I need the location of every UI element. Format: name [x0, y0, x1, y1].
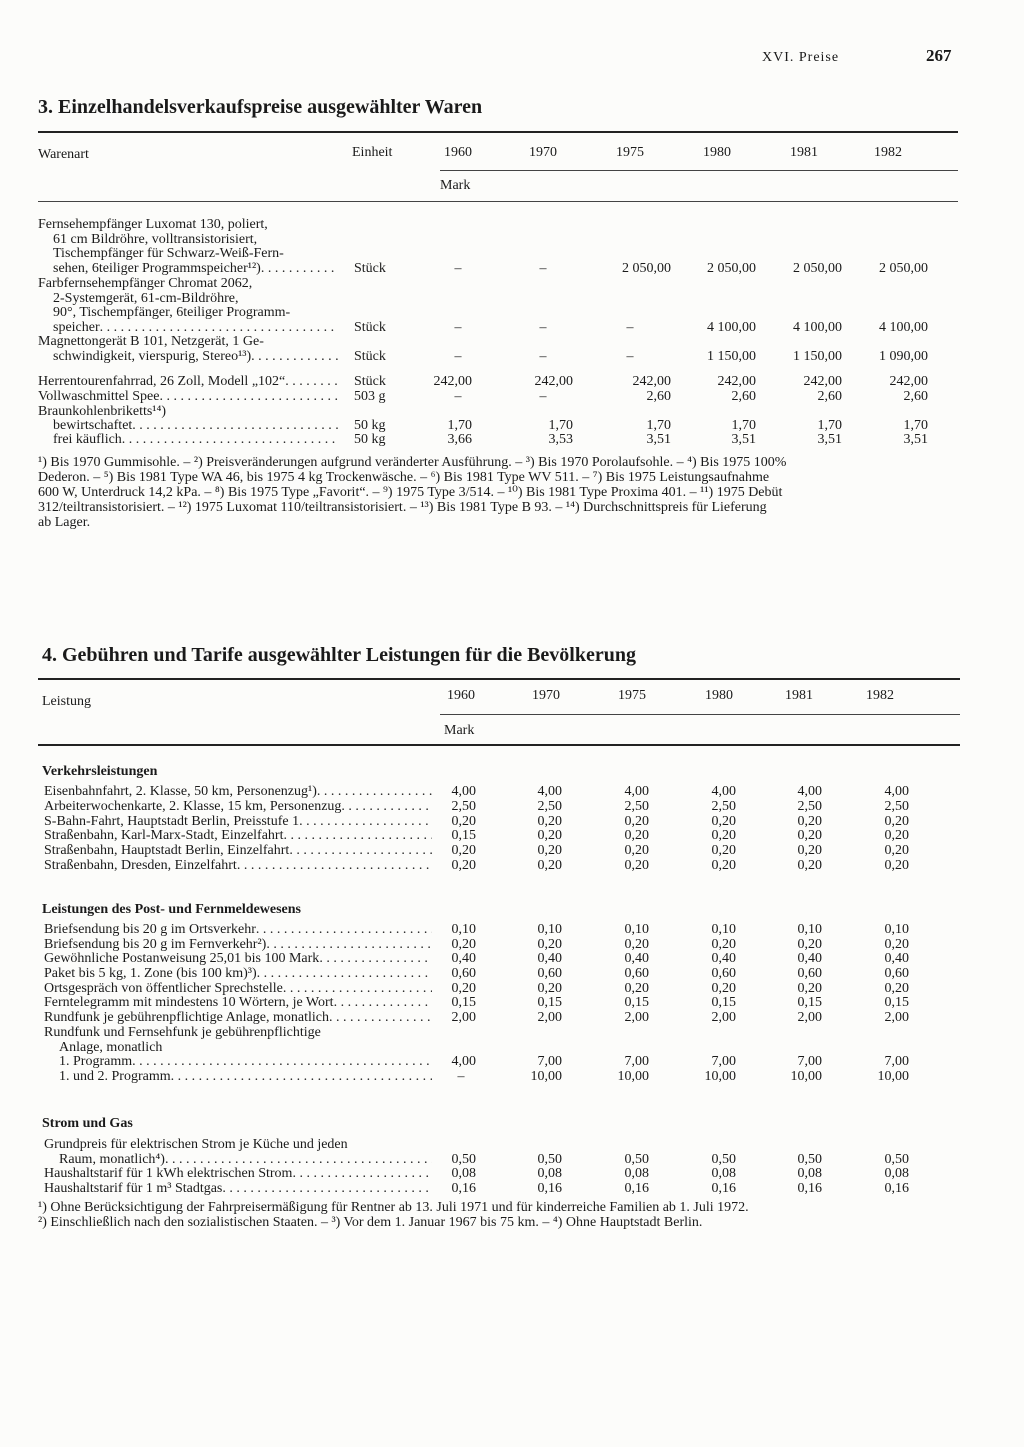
table-4-value-cell: 4,00	[451, 784, 476, 799]
table-4-value-cell: 0,20	[451, 858, 476, 873]
table-3-value-cell: 3,51	[903, 432, 928, 447]
table-4-row-label	[44, 858, 432, 873]
table-3-value-cell: 2,60	[731, 389, 756, 404]
table-4-value-cell: 0,08	[624, 1166, 649, 1181]
table-4-value-cell: 0,08	[884, 1166, 909, 1181]
table-4-row-label-text: Ferntelegramm mit mindestens 10 Wörtern, je Wort	[44, 995, 334, 1010]
table-3-value-cell: –	[454, 260, 462, 276]
table-3-value-cell: 4 100,00	[707, 319, 756, 335]
table-3-row-label	[38, 217, 268, 232]
table-4-value-cell: 7,00	[797, 1054, 822, 1069]
table-3-row-label	[38, 276, 252, 291]
table-3-value-cell: 1,70	[731, 418, 756, 433]
table-3-value-cell: 1 150,00	[707, 348, 756, 364]
table-4-section-heading: Strom und Gas	[42, 1116, 133, 1131]
table-3-unit-cell: 50 kg	[354, 432, 386, 447]
table-4-row-label	[44, 828, 432, 843]
table-4-row-label	[44, 995, 432, 1010]
table-4-value-cell: 7,00	[711, 1054, 736, 1069]
table-3-unit-cell: 503 g	[354, 389, 386, 404]
table-4-value-cell: 0,20	[797, 828, 822, 843]
table-4-row-label	[44, 966, 432, 981]
table-3-value-cell: 2 050,00	[793, 260, 842, 276]
table-4-value-cell: 0,10	[624, 922, 649, 937]
table-4-row-label	[44, 951, 432, 966]
table-4-value-cell: 0,60	[624, 966, 649, 981]
table-4-row-label	[44, 1010, 432, 1025]
table-4-value-cell: 2,50	[537, 799, 562, 814]
table-4-header-rule	[38, 744, 960, 746]
table-4-value-cell: 0,50	[624, 1151, 649, 1167]
table-4-value-cell: 0,60	[451, 966, 476, 981]
table-3-value-cell: 242,00	[803, 374, 842, 389]
table-4-value-cell: 2,50	[884, 799, 909, 814]
table-3-row-label-text: Tischempfänger für Schwarz-Weiß-Fern-	[53, 246, 284, 262]
table-4-value-cell: 0,40	[451, 951, 476, 966]
table-4-value-cell: 0,20	[884, 843, 909, 858]
table-4-value-cell: 0,15	[711, 995, 736, 1010]
table-4-value-cell: 0,15	[797, 995, 822, 1010]
table-3-value-cell: –	[539, 260, 547, 276]
table-3-row-label-text: Braunkohlenbriketts¹⁴)	[38, 404, 167, 419]
footnote-line: ¹) Bis 1970 Gummisohle. – ²) Preisveränderungen aufgrund veränderter Ausführung. – ³) Bis 1970 Porolaufsohle. – ⁴) Bis 1975 100%	[38, 455, 787, 470]
table-3-col-unit: Einheit	[352, 145, 393, 160]
table-3-year-header: 1981	[790, 145, 818, 160]
table-3-row-label	[53, 320, 338, 335]
table-4-row-label	[44, 1025, 321, 1040]
table-4-value-cell: 0,60	[884, 966, 909, 981]
table-4-value-cell: 4,00	[884, 784, 909, 799]
footnote-line: ¹) Ohne Berücksichtigung der Fahrpreisermäßigung für Rentner ab 13. Juli 1971 und für kinderreiche Familien ab 1. Juli 1972.	[38, 1200, 749, 1215]
table-4-row-label-text: 1. und 2. Programm	[59, 1069, 171, 1084]
table-4-value-cell: 0,20	[624, 858, 649, 873]
table-4-value-cell: 2,50	[797, 799, 822, 814]
table-4-value-cell: 0,60	[711, 966, 736, 981]
table-4-value-cell: 0,50	[451, 1151, 476, 1167]
table-4-value-cell: 0,20	[711, 937, 736, 952]
table-3-row-label-text: 2-Systemgerät, 61-cm-Bildröhre,	[53, 290, 239, 306]
table-4-row-label	[44, 799, 432, 814]
table-4-value-cell: 0,20	[624, 828, 649, 843]
table-4-value-cell: 0,20	[537, 937, 562, 952]
page-number: 267	[926, 46, 952, 65]
table-3-row-label	[38, 374, 338, 389]
table-3-row-label-text: bewirtschaftet	[53, 418, 133, 433]
table-4-row-label	[44, 937, 432, 952]
table-3-row-label	[38, 404, 166, 419]
table-4-row-label-text: S-Bahn-Fahrt, Hauptstadt Berlin, Preisstufe 1	[44, 814, 300, 829]
table-4-value-cell: 0,20	[451, 937, 476, 952]
table-4-row-label-text: Gewöhnliche Postanweisung 25,01 bis 100 Mark	[44, 951, 320, 966]
table-4-value-cell: 0,20	[711, 843, 736, 858]
table-4-year-header: 1960	[447, 688, 475, 703]
table-4-value-cell: 0,50	[884, 1151, 909, 1167]
table-3-unit-cell: Stück	[354, 260, 386, 276]
leader-dots	[159, 389, 338, 404]
table-3-row-label-text: sehen, 6teiliger Programmspeicher¹²)	[53, 260, 261, 276]
table-4-value-cell: 0,10	[537, 922, 562, 937]
table-4-value-cell: 0,08	[451, 1166, 476, 1181]
table-4-value-cell: 0,15	[451, 995, 476, 1010]
table-4-value-cell: 0,20	[797, 858, 822, 873]
table-4-row-label-text: Briefsendung bis 20 g im Fernverkehr²)	[44, 937, 267, 952]
table-3-value-cell: –	[454, 389, 462, 404]
table-3-value-cell: 1 090,00	[879, 348, 928, 364]
table-3-value-cell: 3,53	[548, 432, 573, 447]
table-4-value-cell: 4,00	[451, 1054, 476, 1069]
table-4-row-label	[44, 843, 432, 858]
table-4-value-cell: 0,20	[884, 858, 909, 873]
table-3-unit-cell: Stück	[354, 374, 386, 389]
table-3-value-cell: 1,70	[817, 418, 842, 433]
table-3-value-cell: 2,60	[903, 389, 928, 404]
table-4-value-cell: 0,20	[451, 981, 476, 996]
table-3-value-cell: 3,66	[447, 432, 472, 447]
table-4-value-cell: 0,20	[884, 981, 909, 996]
table-3-row-label-text: Herrentourenfahrrad, 26 Zoll, Modell „102“	[38, 374, 286, 389]
table-3-row-label-text: frei käuflich	[53, 432, 122, 447]
table-4-row-label	[44, 1166, 432, 1181]
footnote-line: 312/teiltransistorisiert. – ¹²) 1975 Luxomat 110/teiltransistorisiert. – ¹³) Bis 1981 Type B 93. – ¹⁴) Durchschnittspreis für Lieferung	[38, 500, 767, 515]
table-4-value-cell: 0,40	[884, 951, 909, 966]
table-4-value-cell: 0,08	[797, 1166, 822, 1181]
table-4-value-cell: 0,20	[797, 843, 822, 858]
table-3-row-label-text: Magnettongerät B 101, Netzgerät, 1 Ge-	[38, 334, 264, 349]
table-3-value-cell: –	[454, 348, 462, 364]
table-3-value-cell: 242,00	[534, 374, 573, 389]
table-4-value-cell: 0,40	[797, 951, 822, 966]
table-3-row-label-text: 90°, Tischempfänger, 6teiliger Programm-	[53, 305, 291, 321]
table-3-value-cell: 3,51	[731, 432, 756, 447]
table-4-value-cell: 0,15	[624, 995, 649, 1010]
table-3-row-label	[53, 305, 290, 320]
table-3-value-cell: 3,51	[646, 432, 671, 447]
table-4-value-cell: 0,40	[537, 951, 562, 966]
table-4-value-cell: 4,00	[797, 784, 822, 799]
table-3-row-label	[53, 261, 338, 276]
table-4-row-label-text: Arbeiterwochenkarte, 2. Klasse, 15 km, Personenzug	[44, 799, 342, 814]
table-4-row-label	[44, 784, 432, 799]
table-4-row-label	[59, 1054, 432, 1069]
table-3-value-cell: 4 100,00	[879, 319, 928, 335]
table-3-col-label: Warenart	[38, 147, 89, 162]
table-3-value-cell: 242,00	[433, 374, 472, 389]
table-4-value-cell: 0,20	[451, 843, 476, 858]
table-4-footnotes	[38, 1200, 960, 1230]
table-3-value-cell: 242,00	[632, 374, 671, 389]
table-4-value-cell: 0,20	[711, 828, 736, 843]
table-3-top-rule	[38, 131, 958, 133]
table-4-row-label-text: Rundfunk je gebührenpflichtige Anlage, monatlich	[44, 1010, 329, 1025]
table-4-value-cell: 0,20	[624, 981, 649, 996]
table-4-value-cell: 10,00	[617, 1069, 649, 1084]
table-4-value-cell: 0,08	[537, 1166, 562, 1181]
table-3-row-label	[38, 334, 264, 349]
table-3-value-cell: 1 150,00	[793, 348, 842, 364]
table-4-row-label	[44, 1137, 348, 1152]
table-3-row-label-text: Fernsehempfänger Luxomat 130, poliert,	[38, 217, 268, 232]
table-3-value-cell: –	[626, 319, 634, 335]
table-4-value-cell: 0,20	[797, 814, 822, 829]
table-4-value-cell: 0,10	[797, 922, 822, 937]
table-4-value-cell: 0,20	[884, 937, 909, 952]
table-3-value-cell: 242,00	[889, 374, 928, 389]
leader-dots	[132, 418, 338, 433]
table-3-value-cell: –	[539, 319, 547, 335]
table-4-row-label-text: Grundpreis für elektrischen Strom je Küche und jeden	[44, 1137, 348, 1152]
table-3-value-cell: –	[454, 319, 462, 335]
table-4-row-label-text: Straßenbahn, Dresden, Einzelfahrt	[44, 858, 237, 873]
table-4-value-cell: 7,00	[537, 1054, 562, 1069]
table-4-value-cell: 2,50	[451, 799, 476, 814]
table-3-year-header: 1970	[529, 145, 557, 160]
table-4-value-cell: 0,16	[884, 1181, 909, 1196]
table-4-value-cell: 0,20	[624, 937, 649, 952]
leader-dots	[251, 349, 338, 364]
table-4-year-header: 1970	[532, 688, 560, 703]
table-4-value-cell: 2,50	[624, 799, 649, 814]
table-3-unit-cell: Stück	[354, 319, 386, 335]
table-4-value-cell: 0,20	[711, 814, 736, 829]
table-3-row-label	[53, 246, 284, 261]
table-3-row-label	[53, 418, 338, 433]
table-4-row-label-text: Eisenbahnfahrt, 2. Klasse, 50 km, Personenzug¹)	[44, 784, 317, 799]
table-4-row-label-text: Raum, monatlich⁴)	[59, 1151, 165, 1167]
table-4-value-cell: 0,16	[537, 1181, 562, 1196]
table-4-row-label-text: Briefsendung bis 20 g im Ortsverkehr	[44, 922, 256, 937]
leader-dots	[122, 432, 338, 447]
table-3-value-cell: 2 050,00	[879, 260, 928, 276]
table-4-value-cell: 0,08	[711, 1166, 736, 1181]
leader-dots	[171, 1069, 432, 1084]
table-4-value-cell: 0,10	[711, 922, 736, 937]
table-3-header-rule	[38, 201, 958, 202]
table-3-row-label	[38, 389, 338, 404]
table-3-value-cell: 1,70	[447, 418, 472, 433]
table-4-value-cell: 0,50	[711, 1151, 736, 1167]
table-3-value-cell: –	[626, 348, 634, 364]
footnote-line: ab Lager.	[38, 515, 91, 530]
table-4-year-header: 1975	[618, 688, 646, 703]
table-4-row-label-text: 1. Programm	[59, 1054, 133, 1069]
table-4-value-cell: 0,20	[537, 828, 562, 843]
table-3-year-rule	[440, 170, 958, 171]
table-4-value-cell: 0,16	[624, 1181, 649, 1196]
table-4-value-cell: 0,20	[711, 858, 736, 873]
footnote-line: Dederon. – ⁵) Bis 1981 Type WA 46, bis 1975 4 kg Trockenwäsche. – ⁶) Bis 1981 Type WV 511. – ⁷) Bis 1975 Leistungsaufnahme	[38, 470, 770, 485]
table-4-row-label	[59, 1040, 162, 1055]
table-4-value-cell: 2,50	[711, 799, 736, 814]
table-4-value-cell: 0,40	[624, 951, 649, 966]
table-4-value-cell: 0,10	[884, 922, 909, 937]
table-3-year-header: 1980	[703, 145, 731, 160]
table-4-value-cell: 7,00	[624, 1054, 649, 1069]
table-3-row-label	[53, 291, 238, 306]
table-3-row-label	[53, 349, 338, 364]
table-4-value-cell: 7,00	[884, 1054, 909, 1069]
table-4-value-cell: 0,20	[451, 814, 476, 829]
table-4-value-cell: 4,00	[537, 784, 562, 799]
table-4-row-label-text: Paket bis 5 kg, 1. Zone (bis 100 km)³)	[44, 966, 257, 981]
table-4-value-cell: –	[457, 1069, 465, 1084]
table-3-value-cell: 1,70	[903, 418, 928, 433]
table-4-col-label: Leistung	[42, 694, 91, 709]
table-3-value-cell: –	[539, 389, 547, 404]
table-4-mark-label: Mark	[444, 723, 475, 738]
table-4-value-cell: 0,20	[537, 981, 562, 996]
table-4-value-cell: 2,00	[797, 1010, 822, 1025]
table-4-value-cell: 0,20	[797, 981, 822, 996]
table-4-value-cell: 2,00	[451, 1010, 476, 1025]
table-4-year-rule	[440, 714, 960, 715]
table-3-value-cell: 242,00	[717, 374, 756, 389]
table-3-row-label-text: schwindigkeit, vierspurig, Stereo¹³)	[53, 348, 252, 364]
table-4-value-cell: 4,00	[711, 784, 736, 799]
table-3-row-label	[53, 432, 338, 447]
table-3-unit-cell: Stück	[354, 348, 386, 364]
table-4-value-cell: 2,00	[884, 1010, 909, 1025]
table-3-year-header: 1975	[616, 145, 644, 160]
table-4-value-cell: 0,60	[797, 966, 822, 981]
table-4-value-cell: 2,00	[711, 1010, 736, 1025]
table-4-section-heading: Verkehrsleistungen	[42, 764, 158, 779]
table-4-value-cell: 0,60	[537, 966, 562, 981]
leader-dots	[100, 320, 338, 335]
table-4-value-cell: 0,50	[537, 1151, 562, 1167]
table-3-mark-label: Mark	[440, 178, 471, 193]
table-4-value-cell: 10,00	[877, 1069, 909, 1084]
table-4-value-cell: 0,50	[797, 1151, 822, 1167]
table-4-row-label	[44, 1181, 432, 1196]
table-4-value-cell: 10,00	[704, 1069, 736, 1084]
table-4-value-cell: 0,40	[711, 951, 736, 966]
table-4-row-label-text: Rundfunk und Fernsehfunk je gebührenpflichtige	[44, 1025, 321, 1040]
table-4-value-cell: 0,20	[537, 814, 562, 829]
leader-dots	[285, 374, 338, 389]
table-4-row-label	[59, 1069, 432, 1084]
table-4-section-heading: Leistungen des Post- und Fernmeldewesens	[42, 902, 302, 917]
table-3-row-label-text: Vollwaschmittel Spee	[38, 389, 160, 404]
table-3-value-cell: 2 050,00	[707, 260, 756, 276]
table-4-row-label-text: Haushaltstarif für 1 kWh elektrischen Strom	[44, 1166, 293, 1181]
table-4-row-label	[59, 1152, 432, 1167]
table-4-value-cell: 0,16	[711, 1181, 736, 1196]
table-4-value-cell: 0,15	[537, 995, 562, 1010]
table-3-value-cell: –	[539, 348, 547, 364]
table-3-footnotes	[38, 455, 960, 530]
table-3-year-header: 1982	[874, 145, 902, 160]
table-3-row-label	[53, 232, 257, 247]
table-4-row-label-text: Ortsgespräch von öffentlicher Sprechstelle	[44, 981, 283, 996]
running-header-section: XVI. Preise	[762, 50, 840, 65]
table-4-value-cell: 0,15	[451, 828, 476, 843]
table-3-unit-cell: 50 kg	[354, 418, 386, 433]
table-3-value-cell: 2,60	[817, 389, 842, 404]
table-4-row-label	[44, 922, 432, 937]
table-3-value-cell: 3,51	[817, 432, 842, 447]
table-3-value-cell: 2 050,00	[622, 260, 671, 276]
table-4-value-cell: 0,20	[624, 814, 649, 829]
table-4-value-cell: 2,00	[624, 1010, 649, 1025]
table-4-row-label	[44, 981, 432, 996]
table-3-value-cell: 1,70	[646, 418, 671, 433]
table-4-year-header: 1981	[785, 688, 813, 703]
table-4-value-cell: 0,20	[537, 858, 562, 873]
table-4-row-label	[44, 814, 432, 829]
table-4-value-cell: 2,00	[537, 1010, 562, 1025]
table-4-value-cell: 0,15	[884, 995, 909, 1010]
table-3-value-cell: 1,70	[548, 418, 573, 433]
table-4-year-header: 1980	[705, 688, 733, 703]
table-4-value-cell: 0,20	[624, 843, 649, 858]
table-3-row-label-text: Farbfernsehempfänger Chromat 2062,	[38, 276, 253, 291]
leader-dots	[261, 261, 338, 276]
table-3-row-label-text: 61 cm Bildröhre, volltransistorisiert,	[53, 231, 258, 247]
table-4-value-cell: 0,20	[884, 814, 909, 829]
table-4-top-rule	[38, 678, 960, 680]
table-3-value-cell: 4 100,00	[793, 319, 842, 335]
table-4-row-label-text: Anlage, monatlich	[59, 1039, 163, 1055]
table-4-value-cell: 0,10	[451, 922, 476, 937]
table-4-value-cell: 4,00	[624, 784, 649, 799]
table-4-value-cell: 0,20	[797, 937, 822, 952]
table-4-row-label-text: Straßenbahn, Hauptstadt Berlin, Einzelfahrt	[44, 843, 290, 858]
table-3-year-header: 1960	[444, 145, 472, 160]
table-3-title: 3. Einzelhandelsverkaufspreise ausgewählter Waren	[38, 96, 483, 118]
table-4-value-cell: 10,00	[790, 1069, 822, 1084]
table-4-value-cell: 0,20	[884, 828, 909, 843]
table-4-value-cell: 0,20	[711, 981, 736, 996]
table-4-value-cell: 0,16	[451, 1181, 476, 1196]
table-4-value-cell: 10,00	[530, 1069, 562, 1084]
table-4-row-label-text: Straßenbahn, Karl-Marx-Stadt, Einzelfahrt	[44, 828, 284, 843]
table-4-row-label-text: Haushaltstarif für 1 m³ Stadtgas	[44, 1181, 223, 1196]
table-4-value-cell: 0,20	[537, 843, 562, 858]
table-4-title: 4. Gebühren und Tarife ausgewählter Leistungen für die Bevölkerung	[42, 644, 636, 666]
footnote-line: 600 W, Unterdruck 14,2 kPa. – ⁸) Bis 1975 Type „Favorit“. – ⁹) 1975 Type 3/514. – ¹⁰) Bis 1981 Type Proxima 401. – ¹¹) 1975 Debüt	[38, 485, 783, 500]
table-3-row-label-text: speicher	[53, 319, 100, 335]
table-3-value-cell: 2,60	[646, 389, 671, 404]
table-4-value-cell: 0,16	[797, 1181, 822, 1196]
footnote-line: ²) Einschließlich nach den sozialistischen Staaten. – ³) Vor dem 1. Januar 1967 bis 75 km. – ⁴) Ohne Hauptstadt Berlin.	[38, 1215, 703, 1230]
table-4-year-header: 1982	[866, 688, 894, 703]
